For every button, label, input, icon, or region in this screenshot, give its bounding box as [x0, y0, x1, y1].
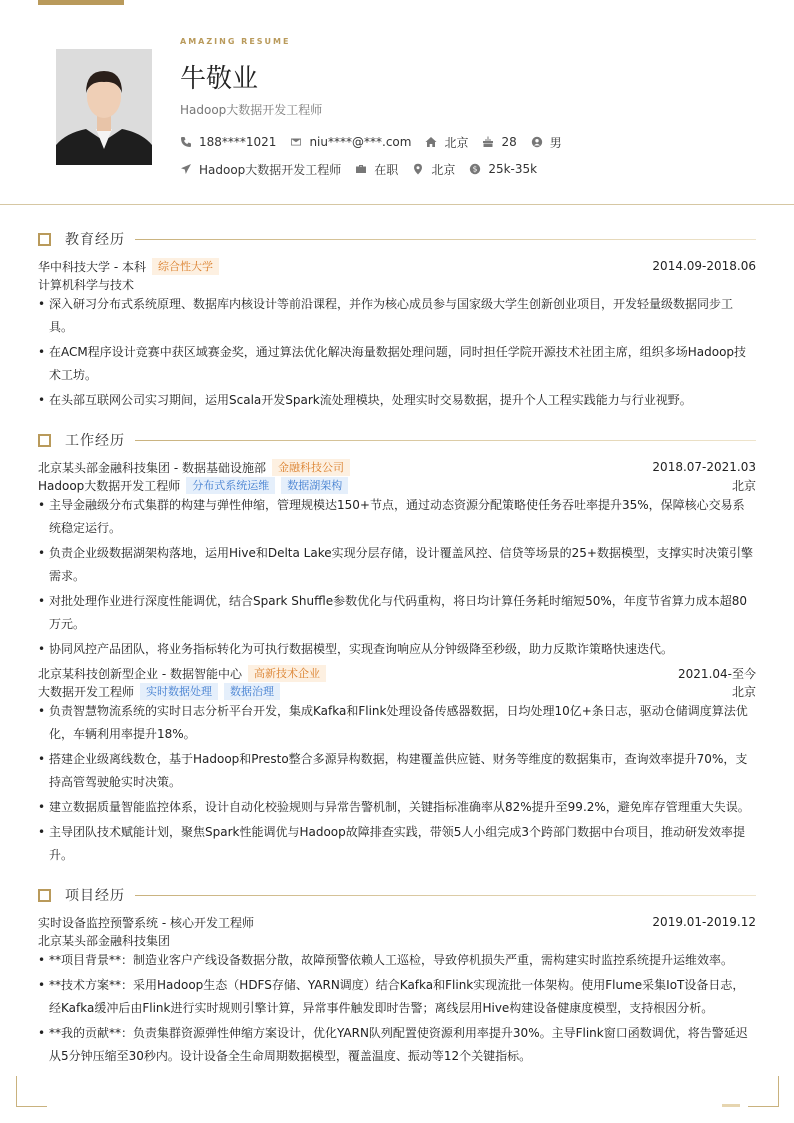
phone-item	[180, 135, 276, 149]
city-item	[425, 134, 468, 151]
work-bullet: • 负责企业级数据湖架构落地，运用Hive和Delta Lake实现分层存储，设计覆盖风控、信贷等场景的25+数据模型，支撑实时决策引擎需求。	[38, 542, 756, 588]
role-tag: 数据治理	[224, 683, 280, 700]
square-icon	[38, 889, 51, 902]
brand-label: AMAZING RESUME	[180, 37, 291, 46]
section-title: 工作经历	[65, 433, 125, 449]
send-icon	[180, 163, 192, 175]
header-divider	[0, 204, 794, 205]
school-tag: 综合性大学	[152, 258, 219, 275]
person-icon	[531, 136, 543, 148]
target-city-item	[412, 161, 455, 178]
project-header	[38, 913, 756, 931]
work-period: 2021.04-至今	[678, 666, 756, 681]
money-icon	[469, 163, 481, 175]
work-role-row	[38, 476, 756, 494]
project-bullet: • **我的贡献**：负责集群资源弹性伸缩方案设计，优化YARN队列配置使资源利用率提升30%。主导Flink窗口函数调优，将告警延迟从5分钟压缩至30秒内。设计设备全生命周期数据模型，覆盖温度、振动等12个关键指标。	[38, 1022, 756, 1068]
school-name: 华中科技大学 - 本科	[38, 259, 146, 274]
target-job-text: Hadoop大数据开发工程师	[199, 162, 342, 177]
section-title: 教育经历	[65, 232, 125, 248]
work-bullet: • 搭建企业级离线数仓，基于Hadoop和Presto整合多源异构数据，构建覆盖供应链、财务等维度的数据集市，查询效率提升70%，支持高管驾驶舱实时决策。	[38, 748, 756, 794]
role-name: 大数据开发工程师	[38, 684, 135, 699]
role-tag: 数据湖架构	[281, 477, 348, 494]
gender-item	[531, 134, 562, 151]
education-period: 2014.09-2018.06	[652, 259, 756, 273]
target-job-item	[180, 161, 341, 178]
svg-text:$: $	[472, 164, 478, 174]
page-mark	[722, 1104, 740, 1107]
work-bullet: • 主导金融级分布式集群的构建与弹性伸缩，管理规模达150+节点，通过动态资源分配策略使任务吞吐率提升35%，保障核心交易系统稳定运行。	[38, 494, 756, 540]
work-period: 2018.07-2021.03	[652, 460, 756, 474]
candidate-title: Hadoop大数据开发工程师	[180, 103, 323, 117]
work-bullet: • 协同风控产品团队，将业务指标转化为可执行数据模型，实现查询响应从分钟级降至秒级，助力反欺诈策略快速迭代。	[38, 638, 756, 661]
role-tag: 分布式系统运维	[186, 477, 275, 494]
work-bullet: • 主导团队技术赋能计划，聚焦Spark性能调优与Hadoop故障排查实践，带领5人小组完成3个跨部门数据中台项目，推动研发效率提升。	[38, 821, 756, 867]
work-header	[38, 664, 756, 682]
project-bullet: • **技术方案**：采用Hadoop生态（HDFS存储、YARN调度）结合Kafka和Flink实现流批一体架构。使用Flume采集IoT设备日志，经Kafka缓冲后由Flink进行实时规则引擎计算，异常事件触发即时告警；离线层用Hive构建设备健康度模型，支持根因分析。	[38, 974, 756, 1020]
location-icon	[412, 163, 424, 175]
corner-decoration	[748, 1076, 779, 1107]
section-work	[38, 430, 756, 450]
project-name: 实时设备监控预警系统 - 核心开发工程师	[38, 915, 254, 930]
phone-icon	[180, 136, 192, 148]
profile-photo	[56, 49, 152, 165]
major-text: 计算机科学与技术	[38, 277, 135, 292]
salary-text: 25k-35k	[488, 162, 538, 176]
age-text: 28	[501, 135, 517, 149]
education-header	[38, 257, 756, 275]
section-line	[135, 895, 756, 896]
company-tag: 金融科技公司	[272, 459, 350, 476]
work-bullet: • 对批处理作业进行深度性能调优，结合Spark Shuffle参数优化与代码重构，将日均计算任务耗时缩短50%，年度节省算力成本超80万元。	[38, 590, 756, 636]
candidate-name: 牛敬业	[180, 64, 259, 94]
square-icon	[38, 434, 51, 447]
education-bullet: • 在头部互联网公司实习期间，运用Scala开发Spark流处理模块，处理实时交易数据，提升个人工程实践能力与行业视野。	[38, 389, 756, 412]
contact-row	[180, 133, 576, 151]
work-bullet: • 负责智慧物流系统的实时日志分析平台开发，集成Kafka和Flink处理设备传感器数据，日均处理10亿+条日志，驱动仓储调度算法优化，车辆利用率提升18%。	[38, 700, 756, 746]
section-education	[38, 229, 756, 249]
email-item	[290, 135, 411, 149]
age-item	[482, 135, 516, 149]
mail-icon	[290, 136, 302, 148]
education-bullet: • 在ACM程序设计竞赛中获区域赛金奖，通过算法优化解决海量数据处理问题，同时担任学院开源技术社团主席，组织多场Hadoop技术工坊。	[38, 341, 756, 387]
project-bullet: • **项目背景**：制造业客户产线设备数据分散，故障预警依赖人工巡检，导致停机损失严重，需构建实时监控系统提升运维效率。	[38, 949, 756, 972]
email-text: niu****@***.com	[309, 135, 412, 149]
role-tag: 实时数据处理	[140, 683, 218, 700]
role-name: Hadoop大数据开发工程师	[38, 478, 181, 493]
top-accent-bar	[38, 0, 124, 5]
work-location: 北京	[731, 478, 756, 493]
company-name: 北京某头部金融科技集团 - 数据基础设施部	[38, 460, 266, 475]
briefcase-icon	[355, 163, 367, 175]
work-header	[38, 458, 756, 476]
city-text: 北京	[444, 135, 469, 150]
status-text: 在职	[374, 162, 399, 177]
salary-item	[469, 162, 537, 176]
section-project	[38, 885, 756, 905]
section-line	[135, 440, 756, 441]
status-item	[355, 161, 398, 178]
education-major	[38, 275, 756, 293]
work-bullet: • 建立数据质量智能监控体系，设计自动化校验规则与异常告警机制，关键指标准确率从82%提升至99.2%，避免库存管理重大失误。	[38, 796, 756, 819]
education-bullet: • 深入研习分布式系统原理、数据库内核设计等前沿课程，并作为核心成员参与国家级大学生创新创业项目，开发轻量级数据同步工具。	[38, 293, 756, 339]
section-line	[135, 239, 756, 240]
project-period: 2019.01-2019.12	[652, 915, 756, 929]
company-tag: 高新技术企业	[248, 665, 326, 682]
cake-icon	[482, 136, 494, 148]
job-intent-row	[180, 160, 551, 178]
gender-text: 男	[549, 135, 562, 150]
target-city-text: 北京	[431, 162, 456, 177]
project-company-row	[38, 931, 756, 949]
home-icon	[425, 136, 437, 148]
work-location: 北京	[731, 684, 756, 699]
corner-decoration	[16, 1076, 47, 1107]
phone-text: 188****1021	[199, 135, 277, 149]
square-icon	[38, 233, 51, 246]
work-role-row	[38, 682, 756, 700]
section-title: 项目经历	[65, 888, 125, 904]
project-company: 北京某头部金融科技集团	[38, 933, 171, 948]
company-name: 北京某科技创新型企业 - 数据智能中心	[38, 666, 242, 681]
